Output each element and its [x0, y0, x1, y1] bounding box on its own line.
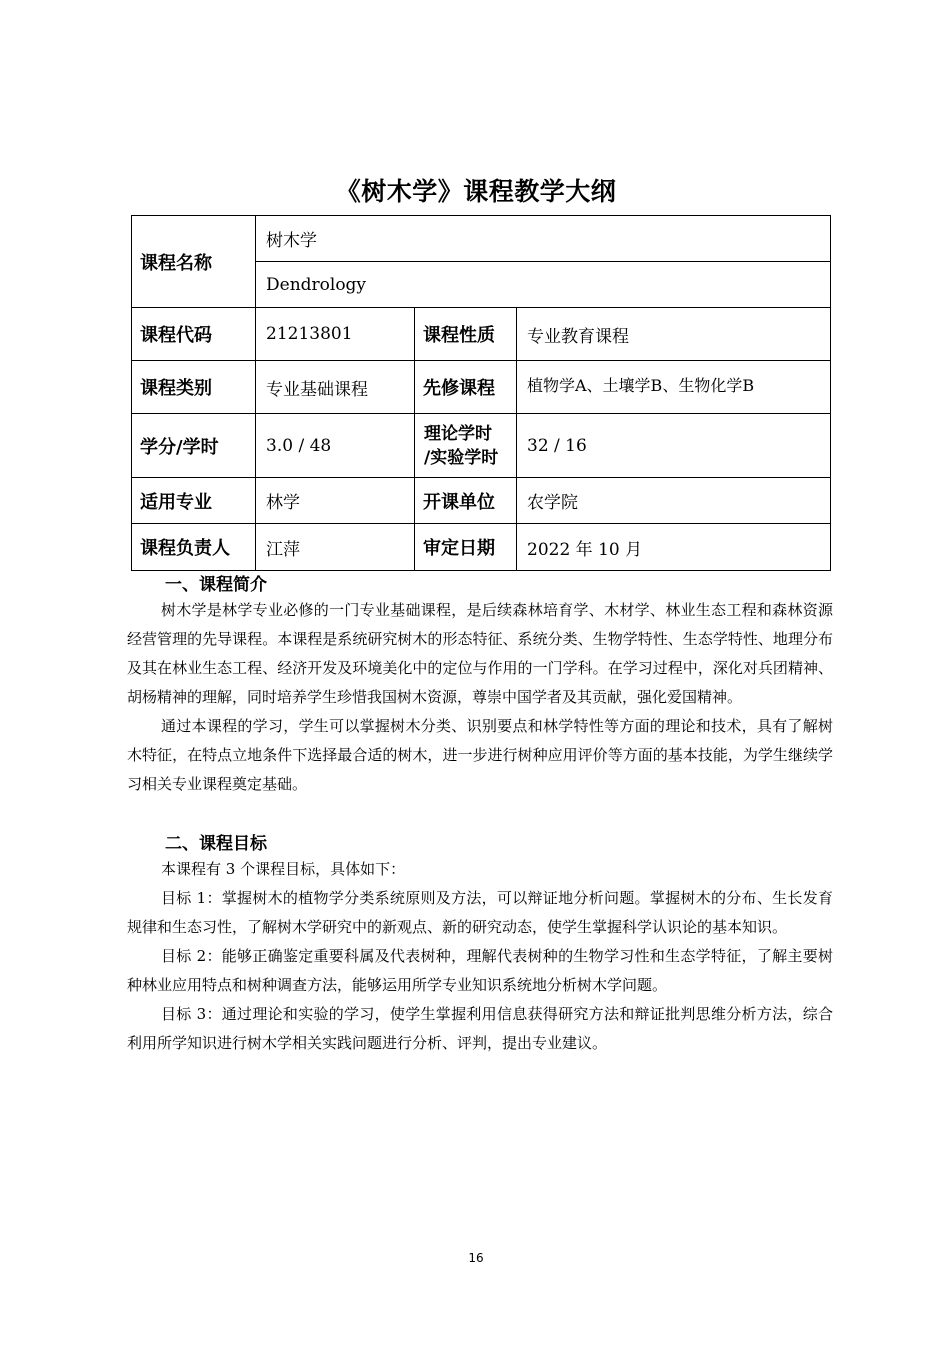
- approval-date: 2022 年 10 月: [517, 524, 831, 571]
- department: 农学院: [517, 478, 831, 524]
- course-code-label: 课程代码: [132, 308, 256, 361]
- course-category: 专业基础课程: [256, 361, 415, 414]
- course-nature-label: 课程性质: [415, 308, 517, 361]
- course-info-table: [131, 215, 831, 571]
- course-lead-label: 课程负责人: [132, 524, 256, 571]
- intro-paragraph-1: 树木学是林学专业必修的一门专业基础课程，是后续森林培育学、木材学、林业生态工程和森林资源经营管理的先导课程。本课程是系统研究树木的形态特征、系统分类、生物学特性、生态学特性、地理分布及其在林业生态工程、经济开发及环境美化中的定位与作用的一门学科。在学习过程中，深化对兵团精神、胡杨精神的理解，同时培养学生珍惜我国树木资源，尊崇中国学者及其贡献，强化爱国精神。: [127, 601, 833, 706]
- goals-intro: 本课程有 3 个课程目标，具体如下：: [161, 860, 406, 878]
- prerequisite-label: 先修课程: [415, 361, 517, 414]
- section-goals-body: [127, 855, 833, 1058]
- document-title: 《树木学》课程教学大纲: [335, 177, 617, 206]
- goal-3: 目标 3：通过理论和实验的学习，使学生掌握利用信息获得研究方法和辩证批判思维分析方法，综合利用所学知识进行树木学相关实践问题进行分析、评判，提出专业建议。: [127, 1005, 833, 1052]
- credit-hours-label: 学分/学时: [132, 414, 256, 478]
- goal-1: 目标 1：掌握树木的植物学分类系统原则及方法，可以辩证地分析问题。掌握树木的分布、生长发育规律和生态习性，了解树木学研究中的新观点、新的研究动态，使学生掌握科学认识论的基本知识。: [127, 889, 833, 936]
- department-label: 开课单位: [415, 478, 517, 524]
- major-label: 适用专业: [132, 478, 256, 524]
- approval-date-label: 审定日期: [415, 524, 517, 571]
- major: 林学: [256, 478, 415, 524]
- theory-lab-label-line2: /实验学时: [424, 447, 499, 468]
- course-name-cn: 树木学: [256, 216, 831, 262]
- credit-hours: 3.0 / 48: [256, 414, 415, 478]
- prerequisite: 植物学A、土壤学B、生物化学B: [517, 361, 831, 414]
- theory-lab-label-line1: 理论学时: [424, 423, 492, 444]
- theory-lab-hours: 32 / 16: [517, 414, 831, 478]
- section-intro-body: [127, 596, 833, 799]
- page-number: 16: [468, 1251, 484, 1265]
- section-heading-goals: 二、课程目标: [165, 834, 267, 854]
- course-lead: 江萍: [256, 524, 415, 571]
- theory-lab-label: [415, 414, 517, 478]
- course-category-label: 课程类别: [132, 361, 256, 414]
- course-name-en: Dendrology: [256, 262, 831, 308]
- goal-2: 目标 2：能够正确鉴定重要科属及代表树种，理解代表树种的生物学习性和生态学特征，了解主要树种林业应用特点和树种调查方法，能够运用所学专业知识系统地分析树木学问题。: [127, 947, 833, 994]
- intro-paragraph-2: 通过本课程的学习，学生可以掌握树木分类、识别要点和林学特性等方面的理论和技术，具有了解树木特征，在特点立地条件下选择最合适的树木，进一步进行树种应用评价等方面的基本技能，为学生继续学习相关专业课程奠定基础。: [127, 717, 833, 793]
- section-heading-intro: 一、课程简介: [165, 575, 267, 595]
- course-code: 21213801: [256, 308, 415, 361]
- course-nature: 专业教育课程: [517, 308, 831, 361]
- course-name-label: 课程名称: [132, 216, 256, 308]
